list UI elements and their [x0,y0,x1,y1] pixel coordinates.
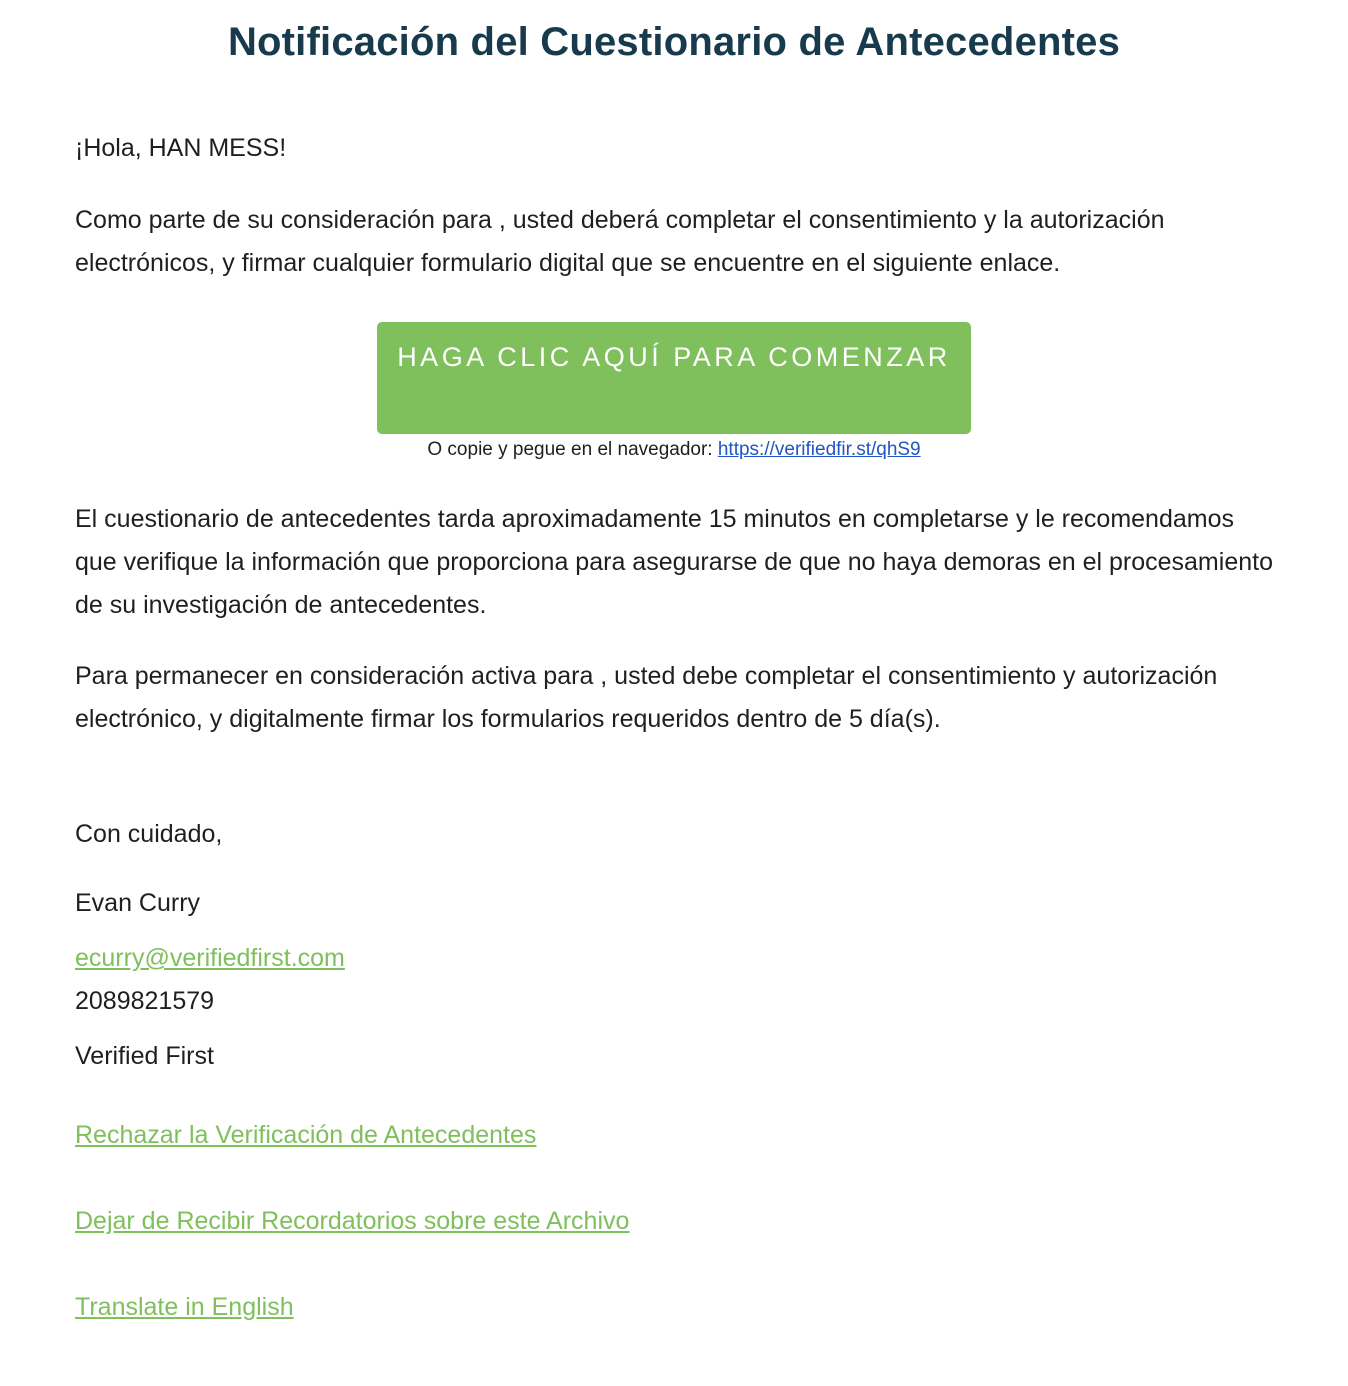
deadline-paragraph: Para permanecer en consideración activa para , usted debe completar el consentimiento y autorización electrónico, y digitalmente firmar los formularios requeridos dentro de 5 día(s). [75,662,1218,733]
signature-name: Evan Curry [75,889,201,917]
copy-paste-label: O copie y pegue en el navegador: [427,439,718,460]
signature-email-link[interactable]: ecurry@verifiedfirst.com [75,944,345,972]
signature-company: Verified First [75,1042,214,1070]
page-title: Notificación del Cuestionario de Antecedentes [227,20,1121,64]
greeting: ¡Hola, HAN MESS! [75,134,287,162]
start-button[interactable]: HAGA CLIC AQUÍ PARA COMENZAR [377,322,971,434]
duration-paragraph: El cuestionario de antecedentes tarda aproximadamente 15 minutos en completarse y le recomendamos que verifique la información que proporciona para asegurarse de que no haya demoras en el procesamiento de su investigación de antecedentes. [75,505,1273,619]
short-link[interactable]: https://verifiedfir.st/qhS9 [717,439,921,460]
cta-container [0,322,1348,462]
email-body-lower [0,498,1348,1329]
copy-paste-hint [0,438,1348,462]
stop-reminders-link[interactable]: Dejar de Recibir Recordatorios sobre este Archivo [75,1207,630,1235]
intro-paragraph: Como parte de su consideración para , usted deberá completar el consentimiento y la autorización electrónicos, y firmar cualquier formulario digital que se encuentre en el siguiente enlace. [75,206,1165,277]
closing: Con cuidado, [75,820,223,848]
signature-phone: 2089821579 [75,987,215,1015]
decline-link[interactable]: Rechazar la Verificación de Antecedentes [75,1121,537,1149]
translate-link[interactable]: Translate in English [75,1293,294,1321]
email-body [0,127,1348,285]
